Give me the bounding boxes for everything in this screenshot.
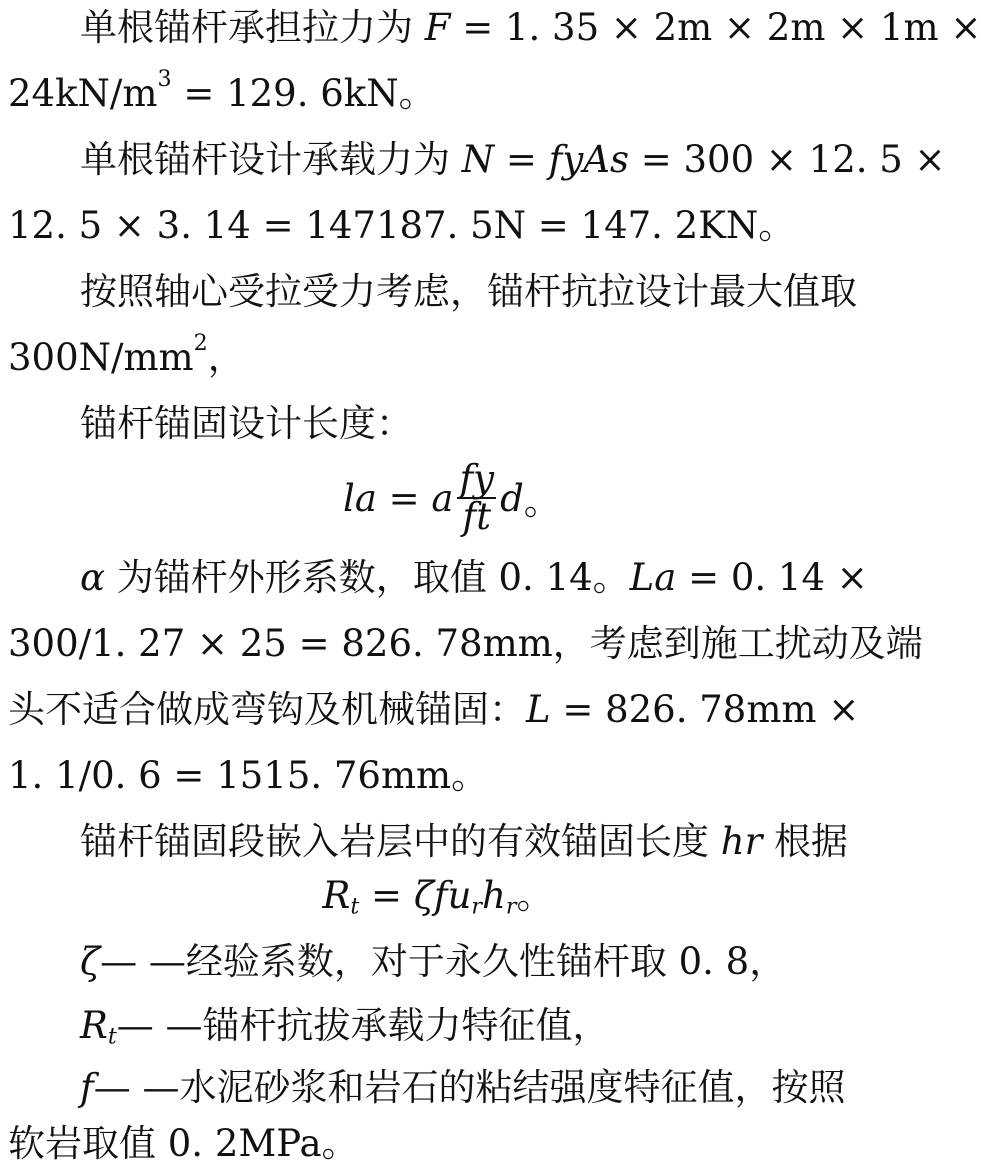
var-R: R	[322, 874, 351, 917]
superscript: 2	[193, 330, 208, 357]
text: 根据	[762, 820, 849, 863]
text: 单根锚杆承担拉力为	[80, 6, 425, 49]
var-alpha: α	[80, 556, 105, 599]
text: 为锚杆外形系数，取值 0. 14。	[105, 556, 630, 599]
text: — —经验系数，对于永久性锚杆取 0. 8，	[100, 940, 787, 983]
text: — —锚杆抗拔承载力特征值，	[116, 1004, 610, 1047]
var-hr: hr	[720, 820, 763, 863]
text: — —水泥砂浆和岩石的粘结强度特征值，按照	[93, 1066, 846, 1109]
equation-la	[343, 458, 561, 538]
subscript-r: r	[505, 893, 517, 920]
paragraph-6	[80, 820, 848, 864]
paragraph-9-line-1	[80, 1066, 845, 1110]
var-F: F	[424, 6, 451, 49]
equation-end: 。	[523, 480, 561, 523]
text: 锚杆锚固设计长度：	[80, 402, 413, 445]
paragraph-4	[80, 402, 413, 446]
text: 24kN/m	[8, 72, 158, 115]
formula-N: N = fyAs	[461, 138, 629, 181]
var-L: L	[526, 688, 551, 731]
fraction	[457, 457, 496, 538]
text: 软岩取值 0. 2MPa。	[8, 1122, 359, 1165]
text: 300N/mm	[8, 336, 194, 379]
paragraph-1-line-2	[8, 66, 436, 116]
text: 锚杆锚固段嵌入岩层中的有效锚固长度	[80, 820, 721, 863]
equation-rhs: d	[500, 476, 524, 520]
text: = 129. 6kN。	[171, 72, 436, 115]
text: = 1. 35 × 2m × 2m × 1m ×	[450, 6, 981, 49]
paragraph-5-line-1	[80, 556, 868, 600]
paragraph-8	[80, 1004, 610, 1048]
text: = 826. 78mm ×	[550, 688, 860, 731]
fraction-denominator: ft	[462, 495, 492, 538]
var-La: La	[629, 556, 677, 599]
text: 头不适合做成弯钩及机械锚固：	[8, 688, 526, 731]
equation-end: 。	[516, 874, 554, 917]
fraction-numerator: fy	[459, 457, 495, 500]
paragraph-5-line-2	[8, 622, 923, 666]
paragraph-5-line-4	[8, 754, 488, 798]
var-f: f	[80, 1066, 94, 1109]
equation-mid: = ζfu	[359, 874, 472, 917]
var-h: h	[482, 874, 506, 917]
equation-Rt	[0, 874, 876, 918]
var-zeta: ζ	[80, 940, 101, 983]
text: ，	[207, 336, 245, 379]
text: = 300 × 12. 5 ×	[628, 138, 946, 181]
paragraph-9-line-2	[8, 1122, 359, 1166]
paragraph-3-line-1	[80, 270, 857, 314]
equation-lhs: la = a	[343, 476, 454, 520]
text: 单根锚杆设计承载力为	[80, 138, 462, 181]
subscript-t: t	[107, 1023, 117, 1050]
paragraph-3-line-2	[8, 330, 245, 380]
paragraph-1-line-1	[80, 6, 981, 50]
paragraph-2-line-2	[8, 204, 795, 248]
superscript: 3	[157, 66, 172, 93]
text: 300/1. 27 × 25 = 826. 78mm，考虑到施工扰动及端	[8, 622, 923, 665]
text: 12. 5 × 3. 14 = 147187. 5N = 147. 2KN。	[8, 204, 796, 247]
subscript-r: r	[471, 893, 483, 920]
paragraph-5-line-3	[8, 688, 859, 732]
text: = 0. 14 ×	[676, 556, 868, 599]
paragraph-2-line-1	[80, 138, 946, 182]
text: 按照轴心受拉受力考虑，锚杆抗拉设计最大值取	[80, 270, 857, 313]
var-R: R	[80, 1004, 108, 1047]
text: 1. 1/0. 6 = 1515. 76mm。	[8, 754, 489, 797]
paragraph-7	[80, 940, 786, 984]
subscript-t: t	[350, 893, 360, 920]
